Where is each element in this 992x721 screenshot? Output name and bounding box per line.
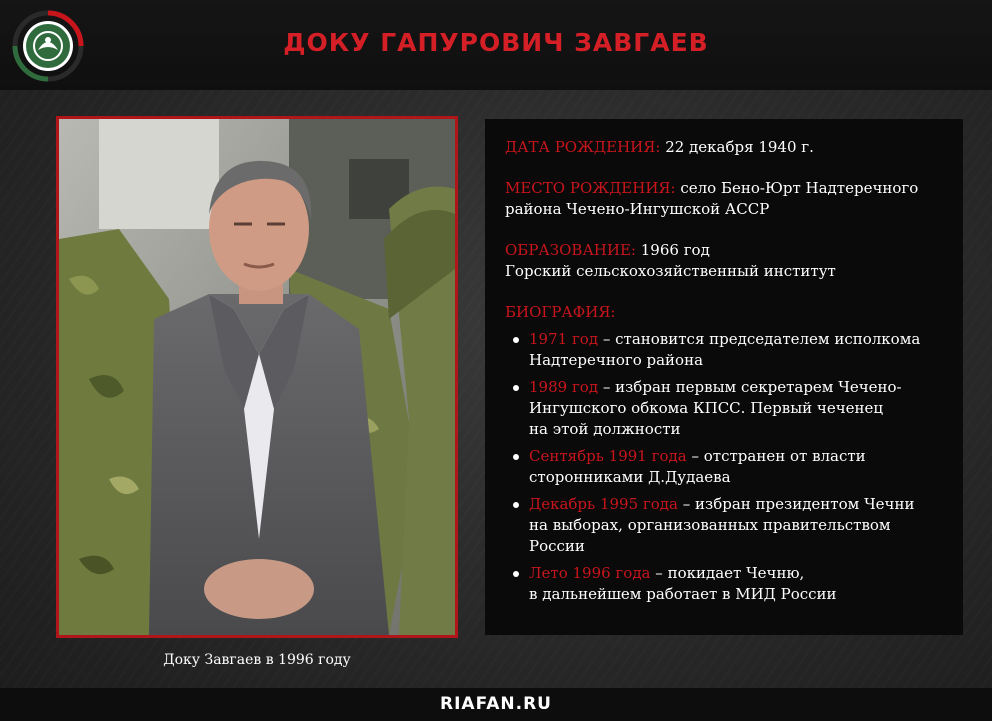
biography-year: 1971 год	[529, 330, 599, 348]
biography-text: – покидает Чечню,	[655, 564, 805, 582]
info-panel	[485, 119, 963, 635]
biography-item	[505, 377, 943, 440]
education-value-cont: Горский сельскохозяйственный институт	[505, 262, 836, 280]
biography-text: в дальнейшем работает в МИД России	[529, 585, 837, 603]
biography-line	[529, 446, 943, 467]
biography-item	[505, 563, 943, 605]
biography-year: Декабрь 1995 года	[529, 495, 678, 513]
biography-text: Надтеречного района	[529, 351, 704, 369]
portrait-photo	[56, 116, 458, 638]
biography-text: – становится председателем исполкома	[602, 330, 921, 348]
biography-text: – избран первым секретарем Чечено-	[602, 378, 902, 396]
birth-date-value: 22 декабря 1940 г.	[665, 138, 814, 156]
biography-text: на выборах, организованных правительством	[529, 516, 891, 534]
biography-line	[529, 329, 943, 350]
biography-text: Ингушского обкома КПСС. Первый чеченец	[529, 399, 884, 417]
education-row	[505, 240, 943, 282]
birth-place-label: МЕСТО РОЖДЕНИЯ:	[505, 179, 676, 197]
biography-list	[505, 329, 943, 605]
biography-text: – избран президентом Чечни	[682, 495, 915, 513]
biography-text: – отстранен от власти	[691, 447, 866, 465]
biography-text: сторонниками Д.Дудаева	[529, 468, 731, 486]
site-link[interactable]: RIAFAN.RU	[440, 694, 552, 714]
biography-item	[505, 446, 943, 488]
biography-line	[529, 494, 943, 515]
birth-place-value: село Бено-Юрт Надтеречного	[680, 179, 919, 197]
biography-year: Лето 1996 года	[529, 564, 651, 582]
page-title: ДОКУ ГАПУРОВИЧ ЗАВГАЕВ	[283, 28, 709, 57]
birth-date-row	[505, 137, 943, 158]
birth-place-value-cont: района Чечено-Ингушской АССР	[505, 200, 770, 218]
birth-date-label: ДАТА РОЖДЕНИЯ:	[505, 138, 661, 156]
biography-year: Сентябрь 1991 года	[529, 447, 687, 465]
biography-item	[505, 329, 943, 371]
photo-caption: Доку Завгаев в 1996 году	[163, 652, 351, 668]
biography-text: на этой должности	[529, 420, 681, 438]
biography-year: 1989 год	[529, 378, 599, 396]
biography-label: БИОГРАФИЯ:	[505, 303, 616, 321]
biography-line	[529, 377, 943, 398]
education-value: 1966 год	[640, 241, 710, 259]
biography-text: России	[529, 537, 585, 555]
biography-item	[505, 494, 943, 557]
biography-line	[529, 563, 943, 584]
birth-place-row	[505, 178, 943, 220]
education-label: ОБРАЗОВАНИЕ:	[505, 241, 636, 259]
